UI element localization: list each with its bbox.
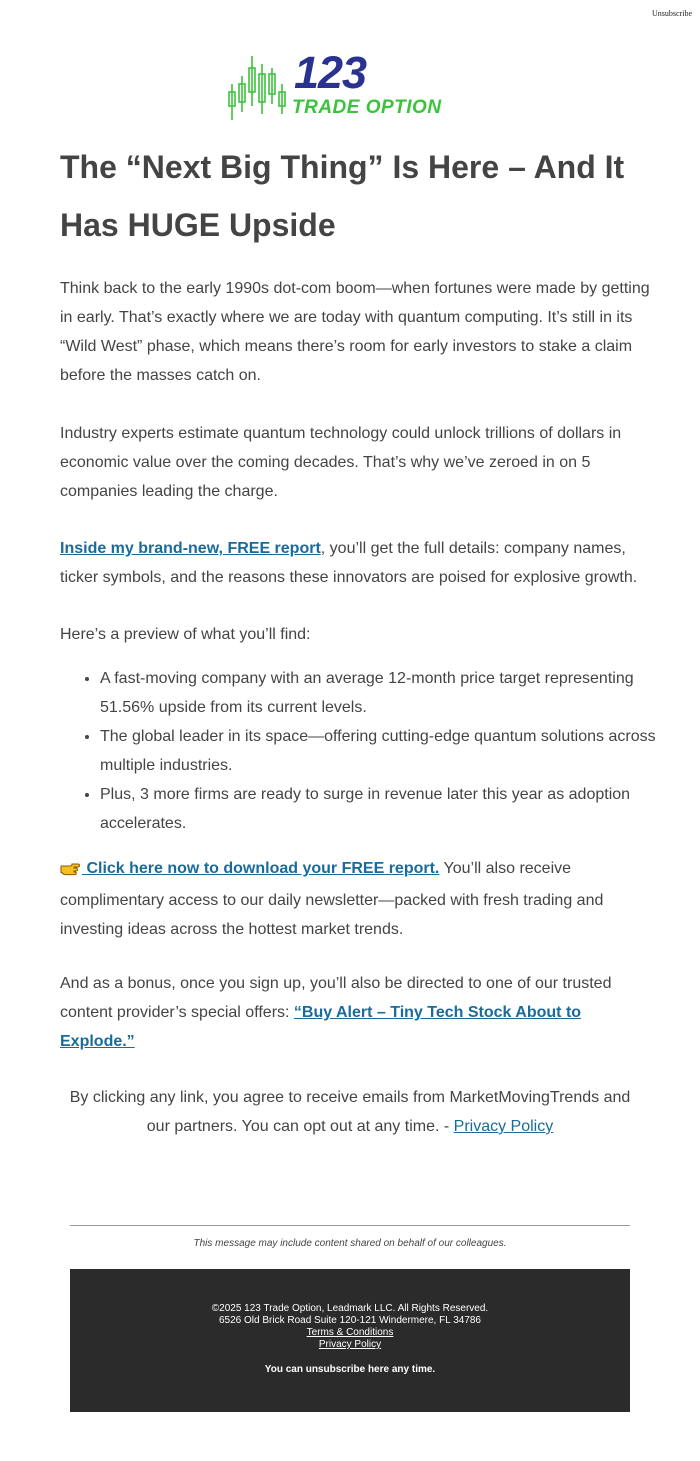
privacy-policy-link[interactable]: Privacy Policy bbox=[453, 1118, 554, 1135]
headline: The “Next Big Thing” Is Here – And It Has HUGE Upside bbox=[60, 149, 625, 243]
footer-privacy-link[interactable]: Privacy Policy bbox=[318, 1339, 382, 1350]
list-item: • The global leader in its space—offering cutting-edge quantum solutions across multiple industries. bbox=[100, 722, 690, 780]
market-paragraph: Industry experts estimate quantum technology could unlock trillions of dollars in economic value over the coming decades. That’s why we’ve zeroed in on 5 companies leading the charge. bbox=[60, 425, 622, 500]
free-report-link[interactable]: Inside my brand-new, FREE report bbox=[60, 540, 321, 557]
preview-heading: Here’s a preview of what you’ll find: bbox=[60, 626, 311, 643]
download-paragraph bbox=[60, 854, 650, 944]
consent-text: By clicking any link, you agree to receive emails from MarketMovingTrends and our partners. You can opt out at any time. - bbox=[69, 1089, 631, 1135]
footer-unsubscribe-link[interactable]: You can unsubscribe here any time. bbox=[264, 1364, 436, 1375]
download-report-link[interactable]: Click here now to download your FREE report. bbox=[82, 860, 440, 877]
list-item: • Plus, 3 more firms are ready to surge in revenue later this year as adoption accelerates. bbox=[100, 780, 690, 838]
report-paragraph-text: , you’ll get the full details: company names, ticker symbols, and the reasons these innovators are poised for explosive growth. bbox=[60, 540, 638, 586]
footer-address: 6526 Old Brick Road Suite 120-121 Windermere, FL 34786 bbox=[219, 1315, 481, 1326]
buy-alert-link[interactable]: “Buy Alert – Tiny Tech Stock About to Explode.” bbox=[60, 1004, 582, 1050]
report-paragraph bbox=[60, 534, 650, 592]
bonus-paragraph-text: And as a bonus, once you sign up, you’ll also be directed to one of our trusted content provider’s special offers: bbox=[60, 975, 612, 1021]
unsubscribe-link[interactable]: Unsubscribe bbox=[652, 9, 692, 18]
footer-copyright: ©2025 123 Trade Option, Leadmark LLC. All Rights Reserved. bbox=[211, 1303, 489, 1314]
shared-content-note: This message may include content shared on behalf of our colleagues. bbox=[193, 1238, 507, 1249]
preview-list bbox=[60, 664, 690, 838]
bonus-paragraph bbox=[60, 969, 650, 1056]
list-item: • A fast-moving company with an average 12-month price target representing 51.56% upside from its current levels. bbox=[100, 664, 690, 722]
terms-link[interactable]: Terms & Conditions bbox=[306, 1327, 394, 1338]
consent-paragraph bbox=[60, 1083, 640, 1141]
brand-logo bbox=[226, 47, 476, 122]
footer bbox=[70, 1269, 630, 1412]
divider bbox=[70, 1225, 630, 1226]
logo-text: TRADE OPTION bbox=[292, 97, 442, 118]
candlestick-chart-icon bbox=[226, 54, 292, 122]
pointing-hand-icon bbox=[60, 857, 80, 886]
intro-paragraph: Think back to the early 1990s dot-com boom—when fortunes were made by getting in early. That’s exactly where we are today with quantum computing. It’s still in its “Wild West” phase, which means there’s room for early investors to stake a claim before the masses catch on. bbox=[60, 280, 650, 384]
download-paragraph-text: You’ll also receive complimentary access to our daily newsletter—packed with fresh trading and investing ideas across the hottest market trends. bbox=[60, 860, 604, 938]
logo-number: 123 bbox=[294, 47, 367, 98]
